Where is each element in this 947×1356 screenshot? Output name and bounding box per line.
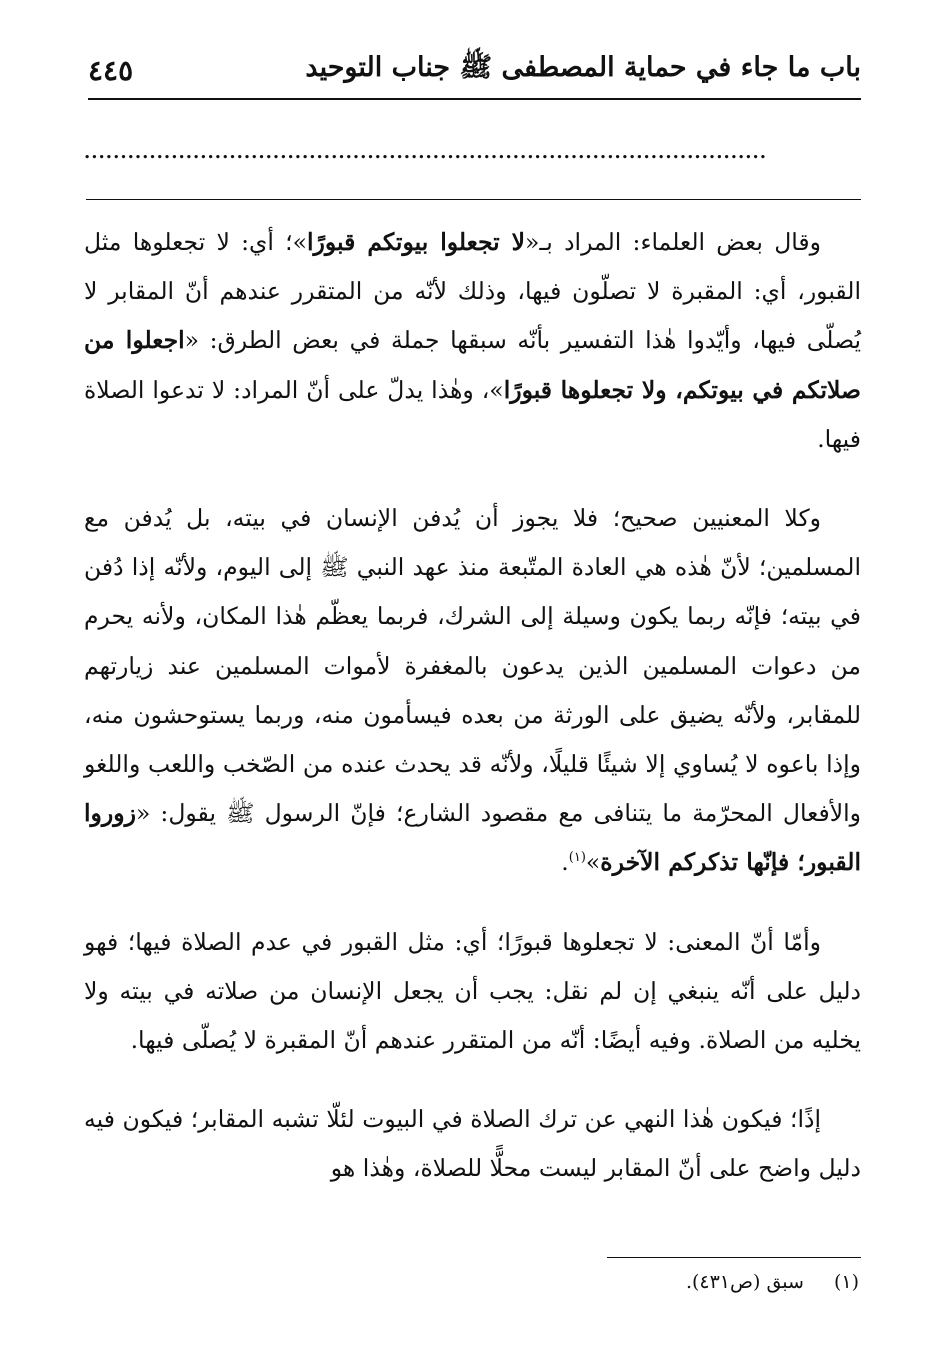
- footnote: [686, 1271, 859, 1293]
- content-rule: [86, 199, 861, 200]
- text-segment: وكلا المعنيين صحيح؛ فلا يجوز أن يُدفن الإنسان في بيته، بل يُدفن مع المسلمين؛ لأنّ هٰذه هي العادة المتّبعة منذ عهد النبي ﷺ إلى اليوم، ولأنّه إذا دُفن في بيته؛ فإنّه ربما يكون وسيلة إلى الشرك، فربما يعظّم هٰذا المكان، ولأنه يحرم من دعوات المسلمين الذين يدعون بالمغفرة لأموات المسلمين عند زيارتهم للمقابر، ولأنّه يضيق على الورثة من بعده فيسأمون منه، وربما يستوحشون منه، وإذا باعوه لا يُساوي إلا شيئًا قليلًا، ولأنّه قد يحدث عنده من الصّخب واللعب واللغو والأفعال المحرّمة ما يتنافى مع مقصود الشارع؛ فإنّ الرسول ﷺ يقول: «: [84, 504, 861, 828]
- page-header: [88, 44, 861, 96]
- footnote-text: سبق (ص٤٣١).: [685, 1271, 804, 1293]
- footnote-reference: (١): [568, 850, 586, 866]
- text-segment: »: [585, 848, 601, 877]
- text-segment: »، وهٰذا يدلّ على أنّ المراد: لا تدعوا الصلاة فيها.: [84, 375, 861, 453]
- paragraph: [84, 1095, 861, 1193]
- hadith-quote: لا تجعلوا بيوتكم قبورًا: [307, 228, 526, 256]
- text-segment: وأمّا أنّ المعنى: لا تجعلوها قبورًا؛ أي: مثل القبور في عدم الصلاة فيها؛ فهو دليل على أنّه ينبغي إن لم نقل: يجب أن يجعل الإنسان من صلاته في بيته ولا يخليه من الصلاة. وفيه أيضًا: أنّه من المتقرر عندهم أنّ المقبرة لا يُصلّى فيها.: [84, 927, 861, 1055]
- hadith-quote: اجعلوا من صلاتكم في بيوتكم، ولا تجعلوها قبورًا: [84, 326, 861, 404]
- text-segment: »؛ أي: لا تجعلوها مثل القبور، أي: المقبرة لا تصلّون فيها، وذلك لأنّه من المتقرر عندهم أنّ المقابر لا يُصلّى فيها، وأيّدوا هٰذا التفسير بأنّه سبقها جملة في بعض الطرق: «: [84, 228, 861, 355]
- page-number: ٤٤٥: [88, 53, 134, 87]
- hadith-quote: زوروا القبور؛ فإنّها تذكركم الآخرة: [84, 799, 861, 877]
- paragraph: [84, 494, 861, 888]
- text-segment: إذًا؛ فيكون هٰذا النهي عن ترك الصلاة في البيوت لئلّا تشبه المقابر؛ فيكون فيه دليل واضح على أنّ المقابر ليست محلًّا للصلاة، وهٰذا هو: [84, 1105, 861, 1183]
- paragraph: [84, 918, 861, 1066]
- footnote-number: (١): [833, 1271, 859, 1293]
- footnote-rule: [607, 1257, 861, 1258]
- running-title: باب ما جاء في حماية المصطفى ﷺ جناب التوحيد: [305, 52, 861, 83]
- dotted-separator: ..............................................................................................: [84, 142, 768, 163]
- header-rule: [88, 98, 861, 100]
- main-text: [84, 218, 861, 1224]
- text-segment: .: [561, 848, 569, 877]
- paragraph: [84, 218, 861, 464]
- text-segment: وقال بعض العلماء: المراد بـ«: [525, 228, 822, 256]
